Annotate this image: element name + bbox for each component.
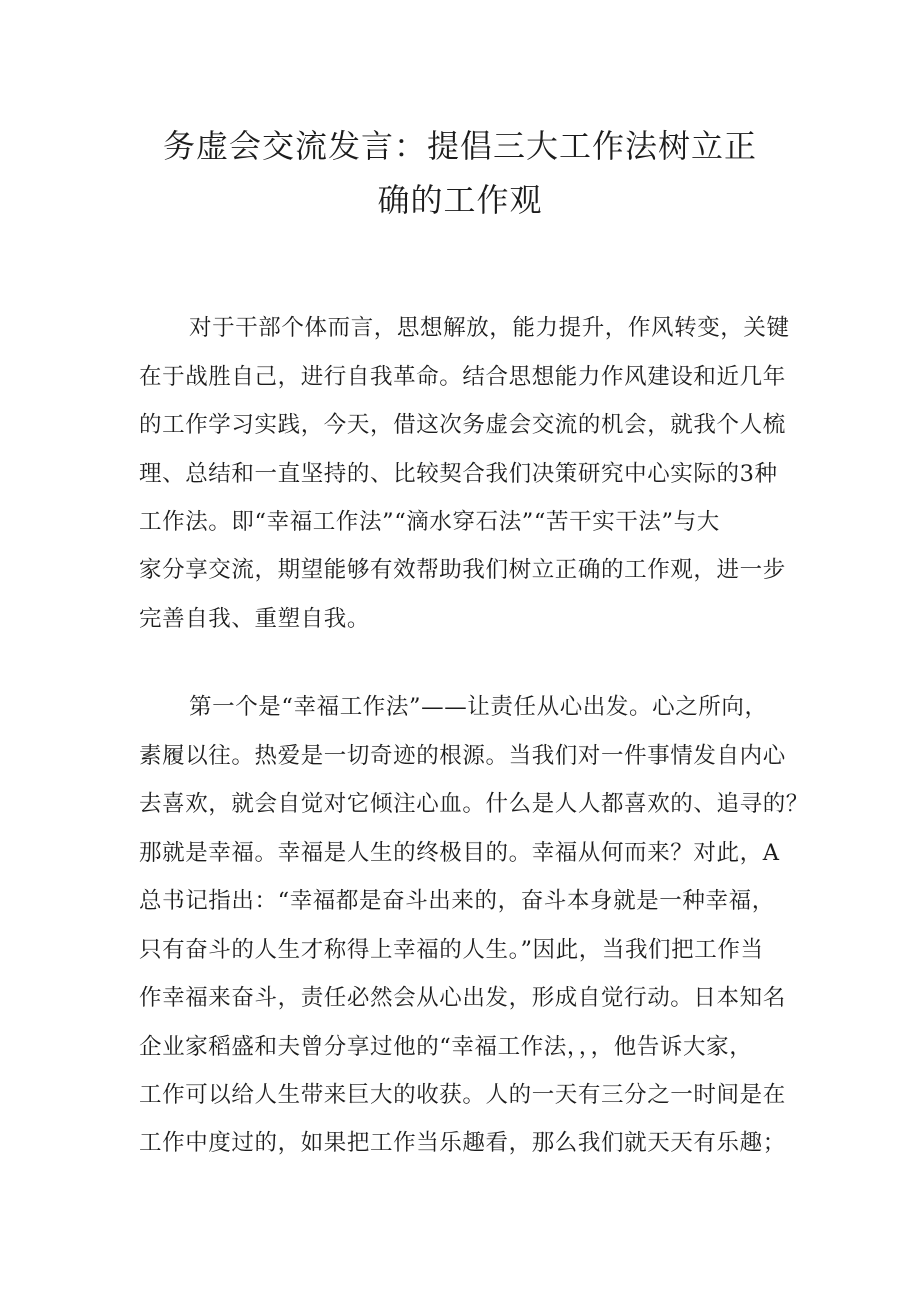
paragraph-line: 在于战胜自己，进行自我革命。结合思想能力作风建设和近几年 bbox=[139, 364, 786, 390]
paragraph-line: 理、总结和一直坚持的、比较契合我们决策研究中心实际的3种 bbox=[139, 461, 778, 487]
paragraph-line: 素履以往。热爱是一切奇迹的根源。当我们对一件事情发自内心 bbox=[139, 743, 786, 769]
paragraph-line: 企业家稻盛和夫曾分享过他的“幸福工作法，，，他告诉大家， bbox=[139, 1034, 753, 1060]
paragraph-line: 的工作学习实践，今天，借这次务虚会交流的机会，就我个人梳 bbox=[139, 412, 786, 438]
document-title-line-1: 务虚会交流发言：提倡三大工作法树立正 bbox=[162, 127, 757, 165]
paragraph-line: 完善自我、重塑自我。 bbox=[139, 606, 371, 632]
paragraph-line: 去喜欢，就会自觉对它倾注心血。什么是人人都喜欢的、追寻的？ bbox=[139, 791, 809, 817]
paragraph-line: 工作法。即“幸福工作法”“滴水穿石法”“苦干实干法”与大 bbox=[139, 509, 720, 535]
paragraph-line: 只有奋斗的人生才称得上幸福的人生。”因此，当我们把工作当 bbox=[139, 937, 764, 963]
paragraph-line: 那就是幸福。幸福是人生的终极目的。幸福从何而来？对此，A bbox=[139, 840, 780, 866]
paragraph-line: 工作中度过的，如果把工作当乐趣看，那么我们就天天有乐趣； bbox=[139, 1130, 786, 1156]
paragraph-line: 家分享交流，期望能够有效帮助我们树立正确的工作观，进一步 bbox=[139, 557, 786, 583]
paragraph-line: 总书记指出：“幸福都是奋斗出来的，奋斗本身就是一种幸福， bbox=[139, 888, 775, 914]
paragraph-line: 对于干部个体而言，思想解放，能力提升，作风转变，关键 bbox=[189, 315, 790, 341]
paragraph-line: 工作可以给人生带来巨大的收获。人的一天有三分之一时间是在 bbox=[139, 1082, 786, 1108]
paragraph-line: 作幸福来奋斗，责任必然会从心出发，形成自觉行动。日本知名 bbox=[139, 985, 786, 1011]
paragraph-line: 第一个是“幸福工作法”——让责任从心出发。心之所向， bbox=[189, 694, 768, 720]
document-title-line-2: 确的工作观 bbox=[377, 181, 543, 219]
